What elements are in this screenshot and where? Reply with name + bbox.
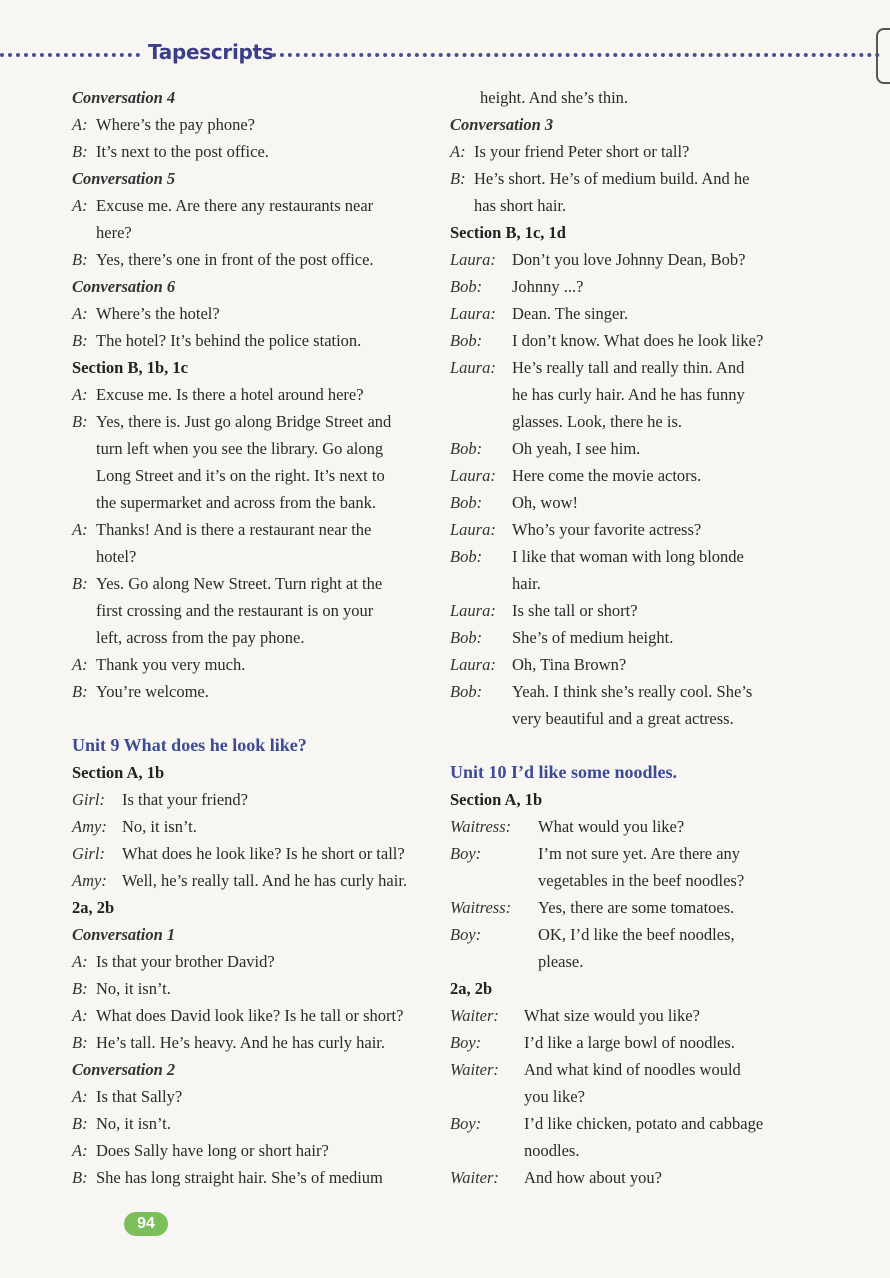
dialogue-line: [72, 327, 432, 354]
dialogue-text: You’re welcome.: [96, 682, 209, 701]
speaker-label: Waitress:: [450, 817, 512, 836]
dialogue-text: Is she tall or short?: [512, 601, 638, 620]
dialogue-text: left, across from the pay phone.: [96, 628, 305, 647]
dialogue-line: [450, 138, 800, 165]
speaker-label: B:: [72, 979, 88, 998]
dialogue-line: [72, 111, 432, 138]
dialogue-text: And what kind of noodles would: [524, 1060, 741, 1079]
dialogue-line: [450, 327, 800, 354]
dialogue-text: hotel?: [96, 547, 137, 566]
speaker-label: B:: [72, 412, 88, 431]
speaker-label: Bob:: [450, 682, 483, 701]
dialogue-text: Does Sally have long or short hair?: [96, 1141, 329, 1160]
speaker-label: B:: [72, 331, 88, 350]
dialogue-line: [450, 894, 800, 921]
dialogue-text: She has long straight hair. She’s of medium: [96, 1168, 383, 1187]
dialogue-line: [72, 867, 432, 894]
dialogue-line: [72, 1002, 432, 1029]
speaker-label: B:: [72, 1114, 88, 1133]
dialogue-text: It’s next to the post office.: [96, 142, 269, 161]
page-header: [0, 38, 890, 72]
dialogue-line: [450, 1056, 800, 1110]
dialogue-text: No, it isn’t.: [96, 979, 171, 998]
dialogue-text: No, it isn’t.: [96, 1114, 171, 1133]
dialogue-text: Johnny ...?: [512, 277, 584, 296]
dialogue-text: Excuse me. Are there any restaurants near: [96, 196, 374, 215]
dialogue-line: [72, 1083, 432, 1110]
dialogue-line: [450, 678, 800, 732]
dialogue-line: [72, 678, 432, 705]
speaker-label: A:: [72, 115, 88, 134]
dialogue-line: [450, 273, 800, 300]
dialogue-line: [72, 1164, 432, 1191]
dialogue-text: Yes, there are some tomatoes.: [538, 898, 735, 917]
dialogue-line: [450, 840, 800, 894]
speaker-label: Laura:: [450, 466, 496, 485]
conversation-heading: Conversation 2: [72, 1060, 176, 1079]
conversation-heading: Conversation 5: [72, 169, 176, 188]
speaker-label: Bob:: [450, 439, 483, 458]
speaker-label: A:: [450, 142, 466, 161]
dialogue-text: What would you like?: [538, 817, 685, 836]
dialogue-text: here?: [96, 223, 132, 242]
dialogue-text: Yes, there’s one in front of the post office.: [96, 250, 374, 269]
spacer: [450, 732, 800, 758]
speaker-label: Laura:: [450, 520, 496, 539]
speaker-label: Girl:: [72, 844, 105, 863]
spacer: [72, 705, 432, 731]
dialogue-text: I’d like a large bowl of noodles.: [524, 1033, 735, 1052]
dialogue-line: [450, 300, 800, 327]
dialogue-text: Is that your friend?: [122, 790, 248, 809]
dialogue-line: [450, 1029, 800, 1056]
dialogue-text: No, it isn’t.: [122, 817, 197, 836]
header-title: Tapescripts: [148, 40, 274, 64]
dialogue-text: the supermarket and across from the bank.: [96, 493, 376, 512]
dialogue-line: [72, 651, 432, 678]
dialogue-line: [72, 840, 432, 867]
dialogue-line: [72, 300, 432, 327]
dialogue-text: The hotel? It’s behind the police station.: [96, 331, 362, 350]
dialogue-text: has short hair.: [474, 196, 567, 215]
dialogue-text: height. And she’s thin.: [480, 88, 629, 107]
speaker-label: Laura:: [450, 655, 496, 674]
speaker-label: A:: [72, 520, 88, 539]
speaker-label: A:: [72, 1087, 88, 1106]
dialogue-text: turn left when you see the library. Go along: [96, 439, 384, 458]
header-dots-left: [0, 53, 140, 57]
dialogue-text: Is that Sally?: [96, 1087, 183, 1106]
dialogue-text: Is that your brother David?: [96, 952, 275, 971]
speaker-label: Laura:: [450, 304, 496, 323]
dialogue-line: [72, 1029, 432, 1056]
speaker-label: B:: [72, 250, 88, 269]
dialogue-line: [72, 570, 432, 651]
speaker-label: A:: [72, 655, 88, 674]
dialogue-text: I’d like chicken, potato and cabbage: [524, 1114, 764, 1133]
dialogue-text: Don’t you love Johnny Dean, Bob?: [512, 250, 746, 269]
speaker-label: B:: [450, 169, 466, 188]
speaker-label: Laura:: [450, 358, 496, 377]
speaker-label: Waiter:: [450, 1168, 499, 1187]
speaker-label: A:: [72, 952, 88, 971]
unit-heading: Unit 10 I’d like some noodles.: [450, 762, 678, 782]
dialogue-text: Well, he’s really tall. And he has curly hair.: [122, 871, 408, 890]
speaker-label: Bob:: [450, 547, 483, 566]
dialogue-line: [450, 462, 800, 489]
dialogue-line: [450, 246, 800, 273]
dialogue-text: And how about you?: [524, 1168, 662, 1187]
dialogue-text: Where’s the hotel?: [96, 304, 220, 323]
dialogue-line: [450, 165, 800, 219]
dialogue-line: [450, 597, 800, 624]
dialogue-text: Oh, wow!: [512, 493, 578, 512]
speaker-label: Boy:: [450, 1033, 482, 1052]
speaker-label: Bob:: [450, 628, 483, 647]
dialogue-line: [72, 381, 432, 408]
dialogue-line: [72, 408, 432, 516]
speaker-label: Amy:: [72, 817, 107, 836]
conversation-heading: Conversation 6: [72, 277, 176, 296]
speaker-label: B:: [72, 574, 88, 593]
dialogue-line: [450, 624, 800, 651]
speaker-label: Amy:: [72, 871, 107, 890]
speaker-label: B:: [72, 142, 88, 161]
conversation-heading: Conversation 3: [450, 115, 554, 134]
dialogue-text: Is your friend Peter short or tall?: [474, 142, 690, 161]
section-heading: 2a, 2b: [72, 898, 115, 917]
page-number-badge: 94: [124, 1212, 168, 1236]
dialogue-line: [450, 543, 800, 597]
dialogue-line: [72, 246, 432, 273]
speaker-label: A:: [72, 304, 88, 323]
left-column: [72, 84, 432, 1191]
speaker-label: Bob:: [450, 277, 483, 296]
speaker-label: Boy:: [450, 1114, 482, 1133]
dialogue-text: Yes. Go along New Street. Turn right at the: [96, 574, 383, 593]
dialogue-text: Yeah. I think she’s really cool. She’s: [512, 682, 753, 701]
dialogue-text: He’s tall. He’s heavy. And he has curly hair.: [96, 1033, 385, 1052]
dialogue-text: What does David look like? Is he tall or short?: [96, 1006, 404, 1025]
dialogue-line: [450, 1002, 800, 1029]
unit-heading: Unit 9 What does he look like?: [72, 735, 307, 755]
dialogue-text: hair.: [512, 574, 541, 593]
dialogue-text: very beautiful and a great actress.: [512, 709, 734, 728]
dialogue-text: Excuse me. Is there a hotel around here?: [96, 385, 364, 404]
header-dots-right: [272, 53, 880, 57]
dialogue-text: Dean. The singer.: [512, 304, 629, 323]
speaker-label: Boy:: [450, 925, 482, 944]
section-heading: 2a, 2b: [450, 979, 493, 998]
dialogue-line: [72, 516, 432, 570]
section-heading: Section B, 1b, 1c: [72, 358, 188, 377]
dialogue-line: [72, 192, 432, 246]
speaker-label: B:: [72, 682, 88, 701]
dialogue-text: vegetables in the beef noodles?: [538, 871, 745, 890]
dialogue-text: Who’s your favorite actress?: [512, 520, 702, 539]
dialogue-text: Long Street and it’s on the right. It’s next to: [96, 466, 385, 485]
speaker-label: Waiter:: [450, 1006, 499, 1025]
dialogue-text: Thank you very much.: [96, 655, 246, 674]
dialogue-text: He’s really tall and really thin. And: [512, 358, 745, 377]
conversation-heading: Conversation 4: [72, 88, 176, 107]
dialogue-text: glasses. Look, there he is.: [512, 412, 683, 431]
dialogue-line: [450, 1110, 800, 1164]
dialogue-line: [72, 138, 432, 165]
dialogue-text: noodles.: [524, 1141, 580, 1160]
dialogue-text: What size would you like?: [524, 1006, 700, 1025]
dialogue-line: [450, 1164, 800, 1191]
dialogue-line: [450, 435, 800, 462]
dialogue-text: Oh yeah, I see him.: [512, 439, 641, 458]
dialogue-text: I don’t know. What does he look like?: [512, 331, 764, 350]
dialogue-text: Where’s the pay phone?: [96, 115, 255, 134]
speaker-label: Boy:: [450, 844, 482, 863]
speaker-label: A:: [72, 385, 88, 404]
section-heading: Section A, 1b: [450, 790, 543, 809]
dialogue-text: Here come the movie actors.: [512, 466, 702, 485]
speaker-label: A:: [72, 196, 88, 215]
dialogue-line: [450, 813, 800, 840]
dialogue-text: Oh, Tina Brown?: [512, 655, 627, 674]
dialogue-text: OK, I’d like the beef noodles,: [538, 925, 735, 944]
dialogue-text: He’s short. He’s of medium build. And he: [474, 169, 750, 188]
dialogue-line: [450, 516, 800, 543]
dialogue-text: She’s of medium height.: [512, 628, 674, 647]
dialogue-text: I’m not sure yet. Are there any: [538, 844, 741, 863]
dialogue-text: What does he look like? Is he short or tall?: [122, 844, 405, 863]
speaker-label: B:: [72, 1168, 88, 1187]
speaker-label: Bob:: [450, 493, 483, 512]
section-heading: Section B, 1c, 1d: [450, 223, 566, 242]
speaker-label: Waitress:: [450, 898, 512, 917]
dialogue-text: I like that woman with long blonde: [512, 547, 744, 566]
dialogue-text: Yes, there is. Just go along Bridge Street and: [96, 412, 392, 431]
dialogue-line: [72, 1137, 432, 1164]
dialogue-line: [72, 975, 432, 1002]
dialogue-line: [450, 84, 800, 111]
page-edge-bracket: [876, 28, 890, 84]
dialogue-text: first crossing and the restaurant is on your: [96, 601, 374, 620]
speaker-label: Bob:: [450, 331, 483, 350]
dialogue-line: [72, 813, 432, 840]
speaker-label: A:: [72, 1006, 88, 1025]
conversation-heading: Conversation 1: [72, 925, 176, 944]
speaker-label: Laura:: [450, 250, 496, 269]
dialogue-line: [72, 1110, 432, 1137]
speaker-label: Waiter:: [450, 1060, 499, 1079]
dialogue-line: [450, 489, 800, 516]
dialogue-text: you like?: [524, 1087, 585, 1106]
section-heading: Section A, 1b: [72, 763, 165, 782]
dialogue-text: please.: [538, 952, 584, 971]
dialogue-line: [72, 948, 432, 975]
speaker-label: B:: [72, 1033, 88, 1052]
speaker-label: Girl:: [72, 790, 105, 809]
speaker-label: A:: [72, 1141, 88, 1160]
right-column: [450, 84, 800, 1191]
speaker-label: Laura:: [450, 601, 496, 620]
dialogue-line: [450, 651, 800, 678]
dialogue-line: [450, 354, 800, 435]
dialogue-text: Thanks! And is there a restaurant near the: [96, 520, 372, 539]
dialogue-line: [450, 921, 800, 975]
dialogue-text: he has curly hair. And he has funny: [512, 385, 745, 404]
dialogue-line: [72, 786, 432, 813]
